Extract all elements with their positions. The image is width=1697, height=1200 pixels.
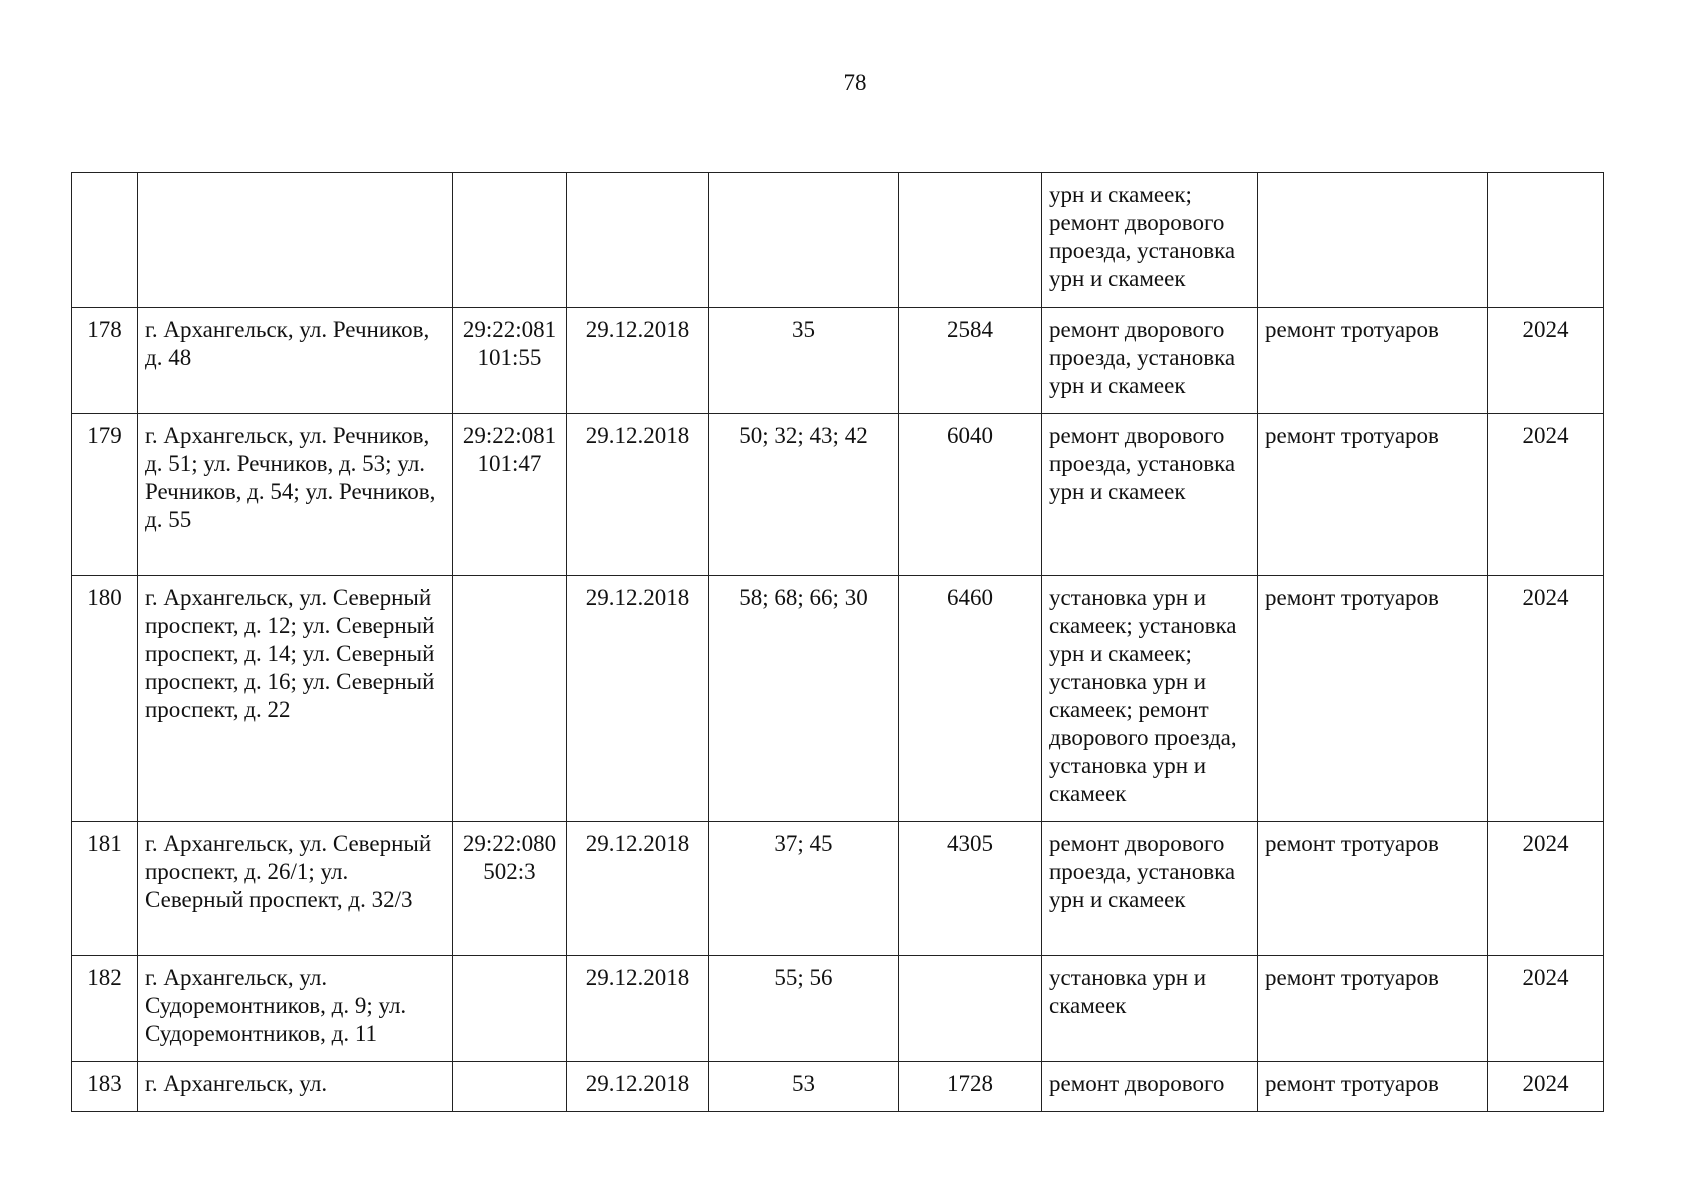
row-number-cell: 183 <box>72 1062 138 1112</box>
year-cell: 2024 <box>1488 822 1604 956</box>
yard-works-cell: ремонт дворового проезда, установка урн и скамеек <box>1042 414 1258 576</box>
table-row <box>72 414 1604 576</box>
apartments-cell: 58; 68; 66; 30 <box>709 576 899 822</box>
row-number-cell: 180 <box>72 576 138 822</box>
area-cell: 1728 <box>899 1062 1042 1112</box>
date-cell <box>567 173 709 308</box>
area-cell: 4305 <box>899 822 1042 956</box>
table-row <box>72 822 1604 956</box>
public-works-cell: ремонт тротуаров <box>1258 822 1488 956</box>
cadastral-number-cell <box>453 956 567 1062</box>
address-cell: г. Архангельск, ул. Северный проспект, д. 26/1; ул. Северный проспект, д. 32/3 <box>138 822 453 956</box>
page-number: 78 <box>843 70 867 95</box>
row-number-cell: 181 <box>72 822 138 956</box>
date-cell: 29.12.2018 <box>567 956 709 1062</box>
area-cell: 6460 <box>899 576 1042 822</box>
year-cell: 2024 <box>1488 576 1604 822</box>
table-row <box>72 308 1604 414</box>
cadastral-number-cell <box>453 1062 567 1112</box>
row-number-cell <box>72 173 138 308</box>
date-cell: 29.12.2018 <box>567 1062 709 1112</box>
address-cell: г. Архангельск, ул. <box>138 1062 453 1112</box>
public-works-cell: ремонт тротуаров <box>1258 576 1488 822</box>
address-cell: г. Архангельск, ул. Речников, д. 51; ул. Речников, д. 53; ул. Речников, д. 54; ул. Речников, д. 55 <box>138 414 453 576</box>
row-number-cell: 178 <box>72 308 138 414</box>
table-row <box>72 173 1604 308</box>
year-cell: 2024 <box>1488 1062 1604 1112</box>
cadastral-number-cell: 29:22:081 101:55 <box>453 308 567 414</box>
year-cell: 2024 <box>1488 414 1604 576</box>
yard-works-cell: урн и скамеек; ремонт дворового проезда, установка урн и скамеек <box>1042 173 1258 308</box>
table-row <box>72 576 1604 822</box>
cadastral-number-cell: 29:22:081 101:47 <box>453 414 567 576</box>
cadastral-number-cell <box>453 173 567 308</box>
public-works-cell <box>1258 173 1488 308</box>
address-cell: г. Архангельск, ул. Северный проспект, д. 12; ул. Северный проспект, д. 14; ул. Северный проспект, д. 16; ул. Северный проспект, д. 22 <box>138 576 453 822</box>
date-cell: 29.12.2018 <box>567 308 709 414</box>
yard-works-cell: ремонт дворового проезда, установка урн и скамеек <box>1042 822 1258 956</box>
table-row <box>72 956 1604 1062</box>
public-works-cell: ремонт тротуаров <box>1258 956 1488 1062</box>
registry-table <box>71 172 1604 1112</box>
yard-works-cell: ремонт дворового проезда, установка урн и скамеек <box>1042 308 1258 414</box>
yard-works-cell: установка урн и скамеек <box>1042 956 1258 1062</box>
table-row <box>72 1062 1604 1112</box>
date-cell: 29.12.2018 <box>567 414 709 576</box>
table-body <box>72 173 1604 1112</box>
date-cell: 29.12.2018 <box>567 822 709 956</box>
year-cell: 2024 <box>1488 956 1604 1062</box>
area-cell: 6040 <box>899 414 1042 576</box>
apartments-cell: 35 <box>709 308 899 414</box>
cadastral-number-cell <box>453 576 567 822</box>
apartments-cell: 55; 56 <box>709 956 899 1062</box>
apartments-cell: 50; 32; 43; 42 <box>709 414 899 576</box>
address-cell: г. Архангельск, ул. Судоремонтников, д. 9; ул. Судоремонтников, д. 11 <box>138 956 453 1062</box>
row-number-cell: 179 <box>72 414 138 576</box>
area-cell <box>899 956 1042 1062</box>
year-cell: 2024 <box>1488 308 1604 414</box>
cadastral-number-cell: 29:22:080 502:3 <box>453 822 567 956</box>
yard-works-cell: ремонт дворового <box>1042 1062 1258 1112</box>
public-works-cell: ремонт тротуаров <box>1258 414 1488 576</box>
address-cell <box>138 173 453 308</box>
yard-works-cell: установка урн и скамеек; установка урн и скамеек; установка урн и скамеек; ремонт дворового проезда, установка урн и скамеек <box>1042 576 1258 822</box>
apartments-cell <box>709 173 899 308</box>
year-cell <box>1488 173 1604 308</box>
date-cell: 29.12.2018 <box>567 576 709 822</box>
apartments-cell: 37; 45 <box>709 822 899 956</box>
apartments-cell: 53 <box>709 1062 899 1112</box>
address-cell: г. Архангельск, ул. Речников, д. 48 <box>138 308 453 414</box>
area-cell: 2584 <box>899 308 1042 414</box>
public-works-cell: ремонт тротуаров <box>1258 308 1488 414</box>
area-cell <box>899 173 1042 308</box>
row-number-cell: 182 <box>72 956 138 1062</box>
public-works-cell: ремонт тротуаров <box>1258 1062 1488 1112</box>
